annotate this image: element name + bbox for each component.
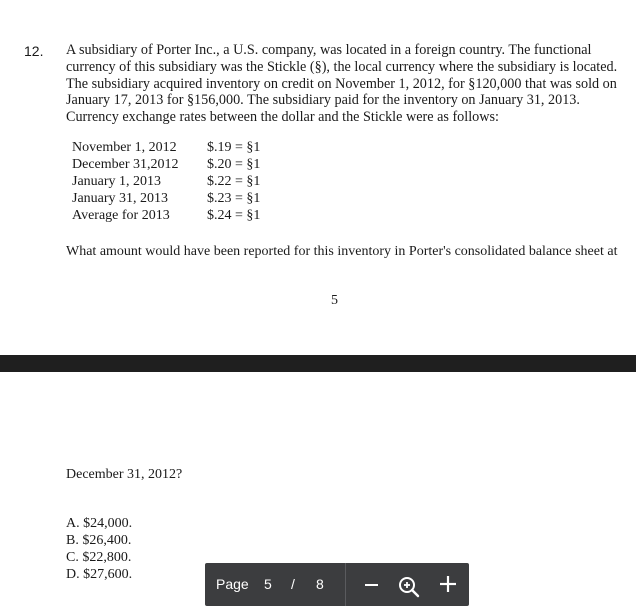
question-prompt-continued: December 31, 2012? xyxy=(66,467,183,482)
page-divider xyxy=(0,355,636,372)
rate-value: $.22 = §1 xyxy=(207,174,261,189)
rate-value: $.23 = §1 xyxy=(207,191,261,206)
rate-row xyxy=(72,173,260,190)
answer-option-a: A. $24,000. xyxy=(66,516,133,531)
toolbar-divider xyxy=(345,563,346,606)
question-number: 12. xyxy=(24,43,44,59)
answer-option-c: C. $22,800. xyxy=(66,550,132,565)
rate-row xyxy=(72,156,260,173)
question-stem xyxy=(66,42,632,126)
rate-date: November 1, 2012 xyxy=(72,140,177,155)
rate-row xyxy=(72,190,260,207)
page-label: Page xyxy=(216,576,249,592)
stem-line: currency of this subsidiary was the Stickle (§), the local currency where the subsidiary is located. xyxy=(66,58,618,75)
rate-row xyxy=(72,139,260,156)
stem-line: The subsidiary acquired inventory on credit on November 1, 2012, for §120,000 that was sold on xyxy=(66,75,617,92)
rate-value: $.19 = §1 xyxy=(207,140,261,155)
zoom-fit-icon[interactable] xyxy=(397,575,421,599)
rate-date: January 31, 2013 xyxy=(72,191,169,206)
zoom-in-button[interactable] xyxy=(438,574,458,594)
rate-date: Average for 2013 xyxy=(72,208,170,223)
answer-option-b: B. $26,400. xyxy=(66,533,132,548)
rate-value: $.20 = §1 xyxy=(207,157,261,172)
current-page-input[interactable]: 5 xyxy=(264,576,272,592)
answer-option-d: D. $27,600. xyxy=(66,567,133,582)
rate-row xyxy=(72,207,260,224)
pdf-toolbar xyxy=(205,563,469,606)
zoom-out-button[interactable] xyxy=(365,584,378,586)
stem-line: January 17, 2013 for §156,000. The subsidiary paid for the inventory on January 31, 2013. xyxy=(66,92,580,109)
answer-options xyxy=(66,515,132,583)
total-pages: 8 xyxy=(316,576,324,592)
page-footer-number: 5 xyxy=(331,293,338,308)
stem-line: Currency exchange rates between the dollar and the Stickle were as follows: xyxy=(66,109,499,126)
page-separator: / xyxy=(291,576,295,592)
rate-value: $.24 = §1 xyxy=(207,208,261,223)
rate-date: December 31,2012 xyxy=(72,157,179,172)
rate-date: January 1, 2013 xyxy=(72,174,162,189)
question-prompt: What amount would have been reported for this inventory in Porter's consolidated balance sheet at xyxy=(66,244,618,259)
stem-line: A subsidiary of Porter Inc., a U.S. company, was located in a foreign country. The functional xyxy=(66,42,592,58)
exchange-rate-table xyxy=(72,139,260,224)
